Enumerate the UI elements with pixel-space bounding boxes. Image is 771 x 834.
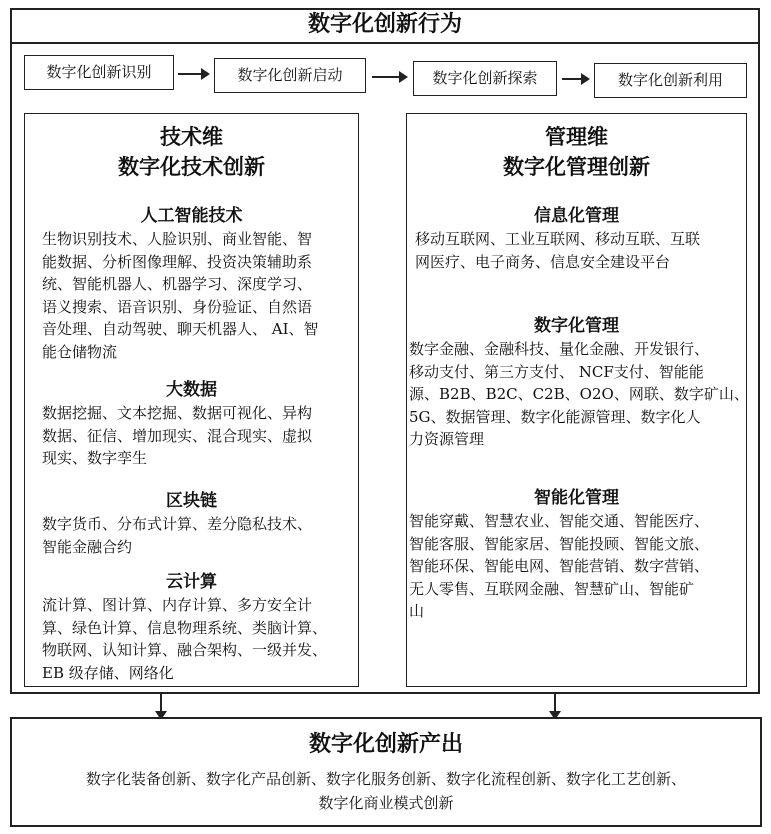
section-line: 能数据、分析图像理解、投资决策辅助系 bbox=[42, 252, 313, 271]
section-line: 无人零售、互联网金融、智慧矿山、智能矿 bbox=[409, 579, 695, 598]
section-line: 统、智能机器人、机器学习、深度学习、 bbox=[42, 275, 313, 293]
section-line: 语义搜索、语音识别、身份验证、自然语 bbox=[42, 297, 313, 316]
section-line: 能仓储物流 bbox=[42, 342, 118, 361]
arrow-right-icon bbox=[178, 73, 208, 75]
section-title: 大数据 bbox=[166, 380, 217, 400]
section-line: 网医疗、电子商务、信息安全建设平台 bbox=[415, 252, 671, 271]
section-line: 移动互联网、工业互联网、移动互联、互联 bbox=[415, 230, 701, 248]
panel-heading: 技术维 bbox=[160, 125, 223, 149]
section-line: 源、B2B、B2C、C2B、O2O、网联、数字矿山、 bbox=[409, 385, 749, 403]
section-title: 人工智能技术 bbox=[140, 206, 243, 226]
section-line: 数字金融、金融科技、量化金融、开发银行、 bbox=[409, 340, 710, 358]
section-left-0 bbox=[25, 204, 358, 363]
section-right-0 bbox=[407, 204, 746, 273]
section-line: 力资源管理 bbox=[409, 430, 485, 448]
arrow-down-icon bbox=[160, 694, 162, 712]
innovation-output-box bbox=[10, 717, 762, 827]
flow-step-utilize: 数字化创新利用 bbox=[594, 63, 747, 98]
output-title: 数字化创新产出 bbox=[308, 732, 463, 757]
section-line: 5G、数据管理、数字化能源管理、数字化人 bbox=[409, 407, 701, 426]
panel-subheading: 数字化管理创新 bbox=[503, 155, 650, 179]
output-line: 数字化商业模式创新 bbox=[318, 794, 454, 812]
panel-subheading: 数字化技术创新 bbox=[118, 155, 265, 179]
section-right-1 bbox=[407, 314, 749, 451]
section-line: 智能客服、智能家居、智能投顾、智能文旅、 bbox=[409, 534, 710, 553]
arrow-down-icon bbox=[554, 694, 556, 712]
diagram-title: 数字化创新行为 bbox=[10, 8, 760, 44]
section-right-2 bbox=[407, 486, 746, 623]
section-line: 物联网、认知计算、融合架构、一级并发、 bbox=[42, 641, 328, 659]
arrow-right-icon bbox=[372, 76, 406, 78]
section-line: EB 级存储、网络化 bbox=[42, 663, 174, 682]
section-line: 移动支付、第三方支付、 NCF支付、智能能 bbox=[409, 362, 704, 381]
section-line: 数据、征信、增加现实、混合现实、虚拟 bbox=[42, 426, 313, 445]
section-line: 数据挖掘、文本挖掘、数据可视化、异构 bbox=[42, 404, 313, 422]
section-line: 生物识别技术、人脸识别、商业智能、智 bbox=[42, 230, 313, 248]
section-title: 信息化管理 bbox=[534, 206, 619, 226]
section-line: 智能穿戴、智慧农业、智能交通、智能医疗、 bbox=[409, 512, 710, 530]
flow-step-explore: 数字化创新探索 bbox=[413, 61, 557, 96]
output-line: 数字化装备创新、数字化产品创新、数字化服务创新、数字化流程创新、数字化工艺创新、 bbox=[85, 770, 686, 788]
section-left-3 bbox=[25, 570, 358, 684]
technology-panel bbox=[24, 113, 359, 687]
section-line: 山 bbox=[409, 602, 425, 620]
section-title: 云计算 bbox=[166, 572, 217, 592]
section-line: 音处理、自动驾驶、聊天机器人、 AI、智 bbox=[42, 320, 319, 338]
section-line: 流计算、图计算、内存计算、多方安全计 bbox=[42, 596, 313, 614]
section-left-1 bbox=[25, 378, 358, 470]
section-line: 智能环保、智能电网、智能营销、数字营销、 bbox=[409, 557, 710, 575]
section-title: 区块链 bbox=[166, 491, 217, 511]
section-line: 现实、数字孪生 bbox=[42, 449, 148, 467]
section-left-2 bbox=[25, 489, 358, 558]
flow-step-launch: 数字化创新启动 bbox=[214, 58, 366, 93]
section-line: 智能金融合约 bbox=[42, 537, 133, 556]
management-panel bbox=[406, 113, 747, 687]
flow-step-identify: 数字化创新识别 bbox=[24, 55, 174, 90]
section-title: 智能化管理 bbox=[534, 488, 619, 508]
arrow-right-icon bbox=[562, 78, 588, 80]
section-line: 数字货币、分布式计算、差分隐私技术、 bbox=[42, 515, 313, 533]
section-title: 数字化管理 bbox=[534, 316, 619, 336]
section-line: 算、绿色计算、信息物理系统、类脑计算、 bbox=[42, 618, 328, 637]
panel-heading: 管理维 bbox=[545, 125, 608, 149]
